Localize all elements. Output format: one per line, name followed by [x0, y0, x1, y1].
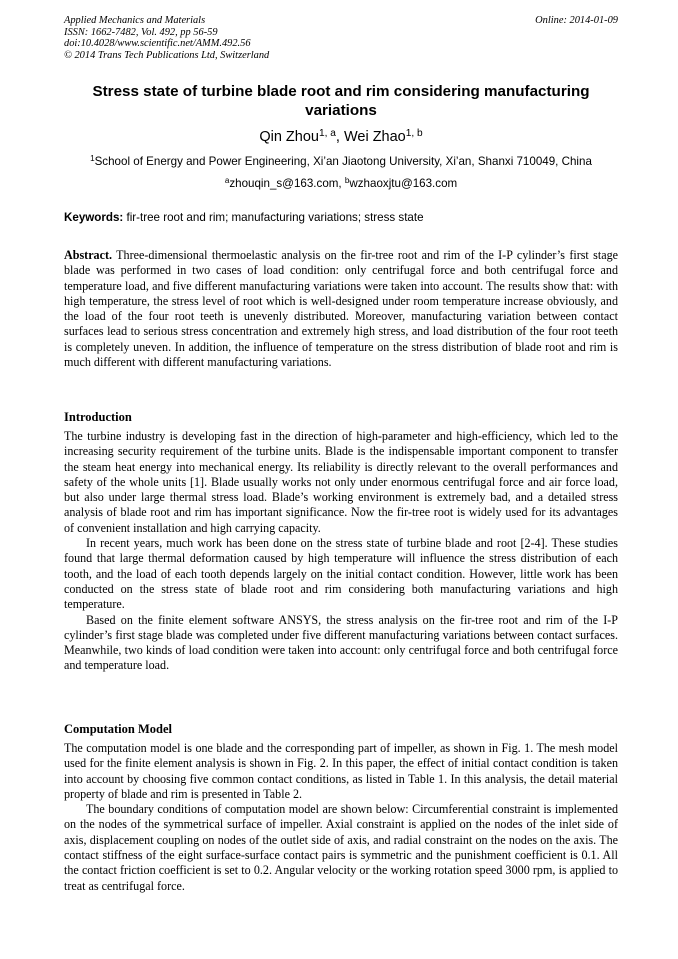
author-separator: ,: [335, 129, 344, 145]
paragraph: The boundary conditions of computation model are shown below: Circumferential constraint is implemented on the nodes of the symmetrical surface of impeller. Axial constraint is applied on the nodes of the inlet side of axis, displacement coupling on nodes of the outlet side of axis, and radial constraint on the nodes on the axis. The contact stiffness of the eight surface-surface contact pairs is symmetric and the punishment coefficient is 0.1. All the contact friction coefficient is set to 0.2. Angular velocity or the working rotation speed 3000 rpm, is applied to treat as centrifugal force.: [64, 802, 618, 893]
email-link[interactable]: zhouqin_s@163.com: [229, 177, 339, 190]
keywords-text: fir-tree root and rim; manufacturing variations; stress state: [123, 211, 424, 224]
online-date: Online: 2014-01-09: [535, 15, 618, 26]
journal-doi[interactable]: doi:10.4028/www.scientific.net/AMM.492.56: [64, 38, 251, 50]
paper-title: Stress state of turbine blade root and rim considering manufacturing variations: [92, 83, 590, 119]
abstract: [64, 248, 618, 370]
paragraph: The computation model is one blade and the corresponding part of impeller, as shown in Fig. 1. The mesh model used for the finite element analysis is shown in Fig. 2. In this paper, the effect of initial contact condition is taken into account by choosing five common contact conditions, as listed in Table 1. In this analysis, the detail material property of blade and rim is presented in Table 2.: [64, 741, 618, 801]
section-heading: Introduction: [64, 410, 132, 424]
journal-name: Applied Mechanics and Materials: [64, 15, 206, 26]
paragraph: The turbine industry is developing fast in the direction of high-parameter and high-efficiency, which led to the increasing security requirement of the turbine units. Blade is the indispensable important component to transfer the steam heat energy into mechanical energy. Its reliability is directly relevant to the overall performances and safety of the whole units [1]. Blade usually works not only under enormous centrifugal force and air force load, but also under large thermal stress load. Blade’s working environment is extremely bad, and a detailed stress analysis of blade root and rim has important significance. Now the fir-tree root is widely used for its advantages of convenient installation and high carrying capacity.: [64, 429, 618, 535]
author-name: Wei Zhao: [343, 129, 406, 145]
keywords-label: Keywords:: [64, 211, 124, 224]
author-affiliation-mark: 1, a: [319, 127, 336, 139]
copyright-line: © 2014 Trans Tech Publications Ltd, Switzerland: [64, 49, 270, 61]
email-mark: a: [224, 175, 230, 185]
email-link[interactable]: wzhaoxjtu@163.com: [349, 177, 458, 190]
journal-header: [64, 15, 618, 61]
journal-issn: ISSN: 1662-7482, Vol. 492, pp 56-59: [64, 26, 218, 38]
paragraph: Based on the finite element software ANSYS, the stress analysis on the fir-tree root and rim of the I-P cylinder’s first stage blade was completed under five different manufacturing variations between contact surfaces. Meanwhile, two kinds of load condition were taken into account: only centrifugal force and both centrifugal force and temperature load.: [64, 612, 618, 673]
keywords: [64, 211, 618, 225]
affiliation-mark: 1: [90, 153, 95, 163]
author-line: [64, 128, 618, 146]
author-affiliation-mark: 1, b: [405, 127, 423, 139]
abstract-text: Three-dimensional thermoelastic analysis on the fir-tree root and rim of the I-P cylinder’s first stage blade was performed in two cases of load condition: only centrifugal force and both centrifugal force and temperature load, and five different manufacturing variations were taken into account. The results show that: with high temperature, the stress level of root which is well-designed under room temperature increase obviously, and the load of the four root teeth is unevenly distributed. Moreover, manufacturing variation between contact surfaces lead to serious stress concentration and extremely high stress, and load distribution of the four root teeth is completely uneven. In addition, the influence of temperature on the stress distribution of blade root and rim is much different with different manufacturing variations.: [64, 248, 618, 370]
section-heading: Computation Model: [64, 722, 172, 736]
introduction-section: [64, 410, 618, 674]
affiliation-text: School of Energy and Power Engineering, Xi’an Jiaotong University, Xi’an, Shanxi 710049, China: [94, 155, 592, 168]
email-separator: ,: [338, 177, 345, 190]
email-mark: b: [344, 175, 350, 185]
computation-model-section: [64, 722, 618, 894]
abstract-label: Abstract.: [64, 248, 113, 262]
paragraph: In recent years, much work has been done on the stress state of turbine blade and root [2-4]. These studies found that large thermal deformation caused by high temperature will influence the stress distribution of each tooth, and the load of each tooth depends largely on the initial contact condition. However, little work has been conducted on the stress state of blade root and rim considering both manufacturing variations and high temperature.: [64, 536, 618, 612]
author-name: Qin Zhou: [259, 129, 319, 145]
email-line: [64, 177, 618, 191]
affiliation: [50, 155, 632, 169]
